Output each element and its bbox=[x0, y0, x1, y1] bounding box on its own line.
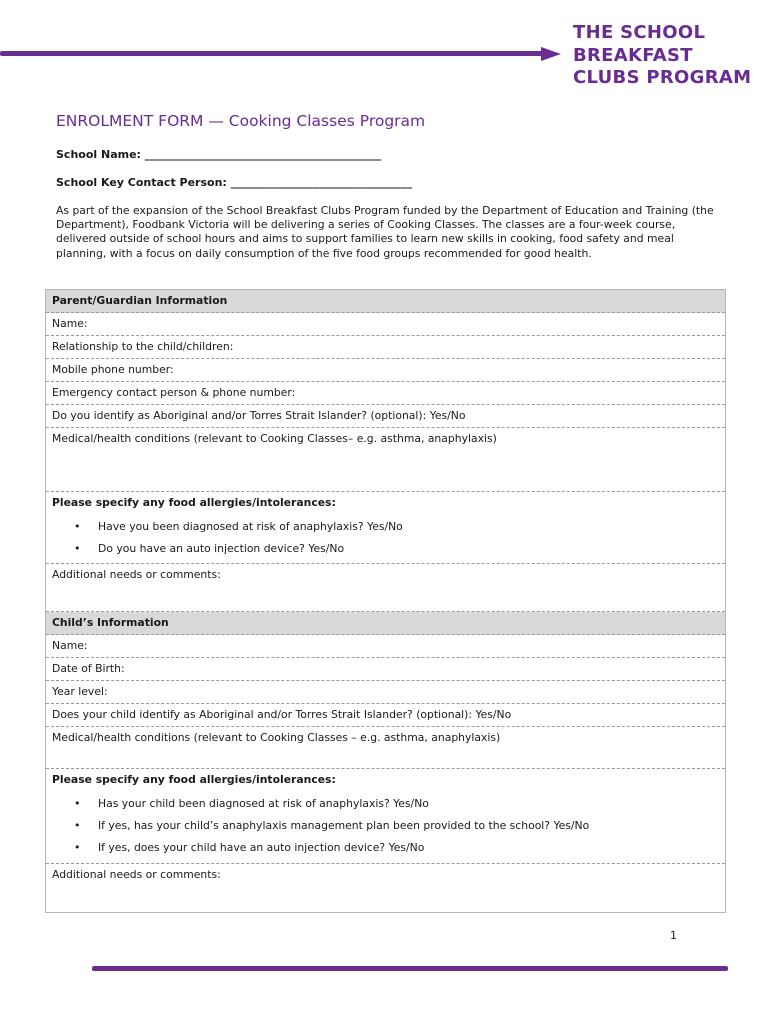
field-label: Relationship to the child/children: bbox=[52, 340, 234, 353]
section-header-parent bbox=[46, 290, 725, 313]
allergy-questions bbox=[52, 520, 403, 564]
parent-name-field[interactable] bbox=[46, 313, 725, 336]
program-logo bbox=[573, 22, 751, 90]
child-year-field[interactable] bbox=[46, 681, 725, 704]
child-additional-field[interactable] bbox=[46, 864, 725, 912]
footer-rule bbox=[92, 966, 728, 971]
field-label: Additional needs or comments: bbox=[52, 868, 221, 881]
field-label: Date of Birth: bbox=[52, 662, 125, 675]
field-label: Does your child identify as Aboriginal and/or Torres Strait Islander? (optional): Yes/No bbox=[52, 708, 512, 721]
school-contact-label: School Key Contact Person: bbox=[56, 176, 227, 189]
field-label: Additional needs or comments: bbox=[52, 568, 221, 581]
school-name-blank[interactable]: ___________________________________________ bbox=[144, 148, 382, 161]
logo-line: THE SCHOOL bbox=[573, 22, 706, 43]
parent-relationship-field[interactable] bbox=[46, 336, 725, 359]
field-label: Name: bbox=[52, 639, 88, 652]
field-label: Medical/health conditions (relevant to Cooking Classes– e.g. asthma, anaphylaxis) bbox=[52, 432, 497, 445]
parent-medical-field[interactable] bbox=[46, 428, 725, 492]
field-label: Year level: bbox=[52, 685, 108, 698]
school-name-label: School Name: bbox=[56, 148, 141, 161]
list-item: • Do you have an auto injection device? Yes/No bbox=[52, 542, 403, 564]
field-label: Name: bbox=[52, 317, 88, 330]
enrolment-form-table bbox=[45, 289, 726, 913]
field-label: Please specify any food allergies/intolerances: bbox=[52, 496, 336, 509]
section-header-label: Child’s Information bbox=[52, 616, 169, 629]
allergy-questions bbox=[52, 797, 589, 863]
parent-emergency-field[interactable] bbox=[46, 382, 725, 405]
arrow-icon bbox=[541, 47, 561, 61]
school-name-field[interactable] bbox=[56, 148, 381, 161]
child-allergies-field[interactable] bbox=[46, 769, 725, 864]
page-number: 1 bbox=[670, 929, 677, 942]
field-label: Emergency contact person & phone number: bbox=[52, 386, 296, 399]
page-title: ENROLMENT FORM — Cooking Classes Program bbox=[56, 112, 426, 130]
parent-additional-field[interactable] bbox=[46, 564, 725, 612]
field-label: Please specify any food allergies/intolerances: bbox=[52, 773, 336, 786]
section-header-label: Parent/Guardian Information bbox=[52, 294, 228, 307]
school-contact-blank[interactable]: _________________________________ bbox=[230, 176, 413, 189]
section-header-child bbox=[46, 612, 725, 635]
child-medical-field[interactable] bbox=[46, 727, 725, 769]
parent-aboriginal-field[interactable] bbox=[46, 405, 725, 428]
list-item: • If yes, does your child have an auto injection device? Yes/No bbox=[52, 841, 589, 863]
parent-mobile-field[interactable] bbox=[46, 359, 725, 382]
list-item: • Has your child been diagnosed at risk of anaphylaxis? Yes/No bbox=[52, 797, 589, 819]
field-label: Medical/health conditions (relevant to Cooking Classes – e.g. asthma, anaphylaxis) bbox=[52, 731, 501, 744]
logo-line: BREAKFAST bbox=[573, 44, 693, 66]
intro-paragraph: As part of the expansion of the School Breakfast Clubs Program funded by the Department of Education and Training (the Department), Foodbank Victoria will be delivering a series of Cooking Classes. The classes are a four-week course, delivered outside of school hours and aims to support families to learn new skills in cooking, food safety and meal planning, with a focus on daily consumption of the five food groups recommended for good health. bbox=[56, 204, 714, 260]
list-item: • Have you been diagnosed at risk of anaphylaxis? Yes/No bbox=[52, 520, 403, 542]
child-aboriginal-field[interactable] bbox=[46, 704, 725, 727]
field-label: Do you identify as Aboriginal and/or Torres Strait Islander? (optional): Yes/No bbox=[52, 409, 466, 422]
list-item: • If yes, has your child’s anaphylaxis management plan been provided to the school? Yes/No bbox=[52, 819, 589, 841]
logo-line: CLUBS PROGRAM bbox=[573, 67, 752, 88]
school-contact-field[interactable] bbox=[56, 176, 412, 189]
parent-allergies-field[interactable] bbox=[46, 492, 725, 564]
header-rule bbox=[0, 51, 545, 56]
child-dob-field[interactable] bbox=[46, 658, 725, 681]
field-label: Mobile phone number: bbox=[52, 363, 174, 376]
child-name-field[interactable] bbox=[46, 635, 725, 658]
